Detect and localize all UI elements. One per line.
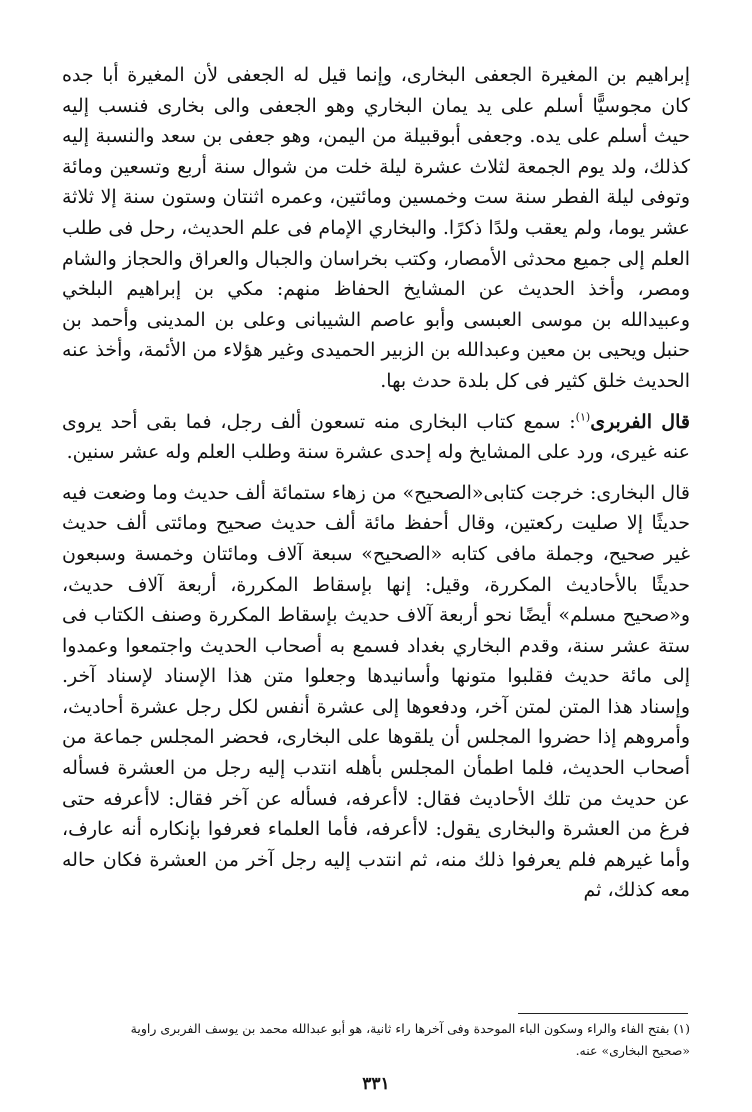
footnote-divider bbox=[518, 1013, 688, 1014]
firabri-text: : سمع كتاب البخارى منه تسعون ألف رجل، فما بقى أحد يروى عنه غيرى، ورد على المشايخ وله إحدى عشرة سنة وطلب العلم وله عشر سنين. bbox=[62, 410, 690, 464]
main-text bbox=[62, 60, 690, 906]
paragraph-firabri bbox=[62, 407, 690, 468]
paragraph-sahih: قال البخارى: خرجت كتابى«الصحيح» من زهاء ستمائة ألف حديث وما وضعت فيه حديثًا إلا صليت ركعتين، وقال أحفظ مائة ألف حديث صحيح ومائتى ألف حديث غير صحيح، وجملة مافى كتابه «الصحيح» سبعة آلاف ومائتان وخمسة وسبعون حديثًا بالأحاديث المكررة، وقيل: إنها بإسقاط المكررة، أربعة آلاف حديث، و«صحيح مسلم» أيضًا نحو أربعة آلاف حديث بإسقاط المكررة وصنف الكتاب فى ستة عشر سنة، وقدم البخاري بغداد فسمع به أصحاب الحديث واجتمعوا وعمدوا إلى مائة حديث فقلبوا متونها وأسانيدها وجعلوا متن هذا الإسناد لإسناد آخر. وإسناد هذا المتن لمتن آخر، ودفعوها إلى عشرة أنفس لكل رجل عشرة أحاديث، وأمروهم إذا حضروا المجلس أن يلقوها على البخارى، فحضر المجلس جماعة من أصحاب الحديث، فلما اطمأن المجلس بأهله انتدب إليه رجل من العشرة فسأله عن حديث من تلك الأحاديث فقال: لاأعرفه، فسأله عن آخر فقال: لاأعرفه حتى فرغ من العشرة والبخارى يقول: لاأعرفه، فأما العلماء فعرفوا بإنكاره أنه عارف، وأما غيرهم فلم يعرفوا ذلك منه، ثم انتدب إليه رجل آخر من العشرة فكان حاله معه كذلك، ثم bbox=[62, 481, 690, 902]
footnote-reference: (١) bbox=[575, 410, 591, 424]
footnote bbox=[62, 1018, 690, 1062]
footnote-line-1: (١) بفتح الفاء والراء وسكون الباء الموحدة وفى آخرها راء ثانية، هو أبو عبدالله محمد بن يوسف الفربرى راوية bbox=[130, 1021, 690, 1036]
firabri-lead: قال الفربرى bbox=[590, 410, 690, 433]
footnote-line-2: «صحيح البخارى» عنه. bbox=[575, 1043, 690, 1058]
paragraph-bukhari-lineage: إبراهيم بن المغيرة الجعفى البخارى، وإنما قيل له الجعفى لأن المغيرة أبا جده كان مجوسيًّا أسلم على يد يمان البخاري وهو الجعفى والى بخارى فنسب إليه حيث أسلم على يده. وجعفى أبوقبيلة من اليمن، وهو جعفى بن سعد والنسبة إليه كذلك، ولد يوم الجمعة لثلاث عشرة ليلة خلت من شوال سنة أربع وتسعين ومائة وتوفى ليلة الفطر سنة ست وخمسين ومائتين، وعمره اثنتان وستون سنة إلا ثلاثة عشر يوما، ولم يعقب ولدًا ذكرًا. والبخاري الإمام فى علم الحديث، رحل فى طلب العلم إلى جميع محدثى الأمصار، وكتب بخراسان والجبال والعراق والحجاز والشام ومصر، وأخذ الحديث عن المشايخ الحفاظ منهم: مكي بن إبراهيم البلخي وعبيدالله بن موسى العبسى وأبو عاصم الشيبانى وعلى بن المدينى وأحمد بن حنبل ويحيى بن معين وعبدالله بن الزبير الحميدى وغير هؤلاء من الأئمة، وأخذ عنه الحديث خلق كثير فى كل بلدة حدث بها. bbox=[62, 64, 690, 392]
page-number: ٣٣١ bbox=[362, 1074, 390, 1094]
